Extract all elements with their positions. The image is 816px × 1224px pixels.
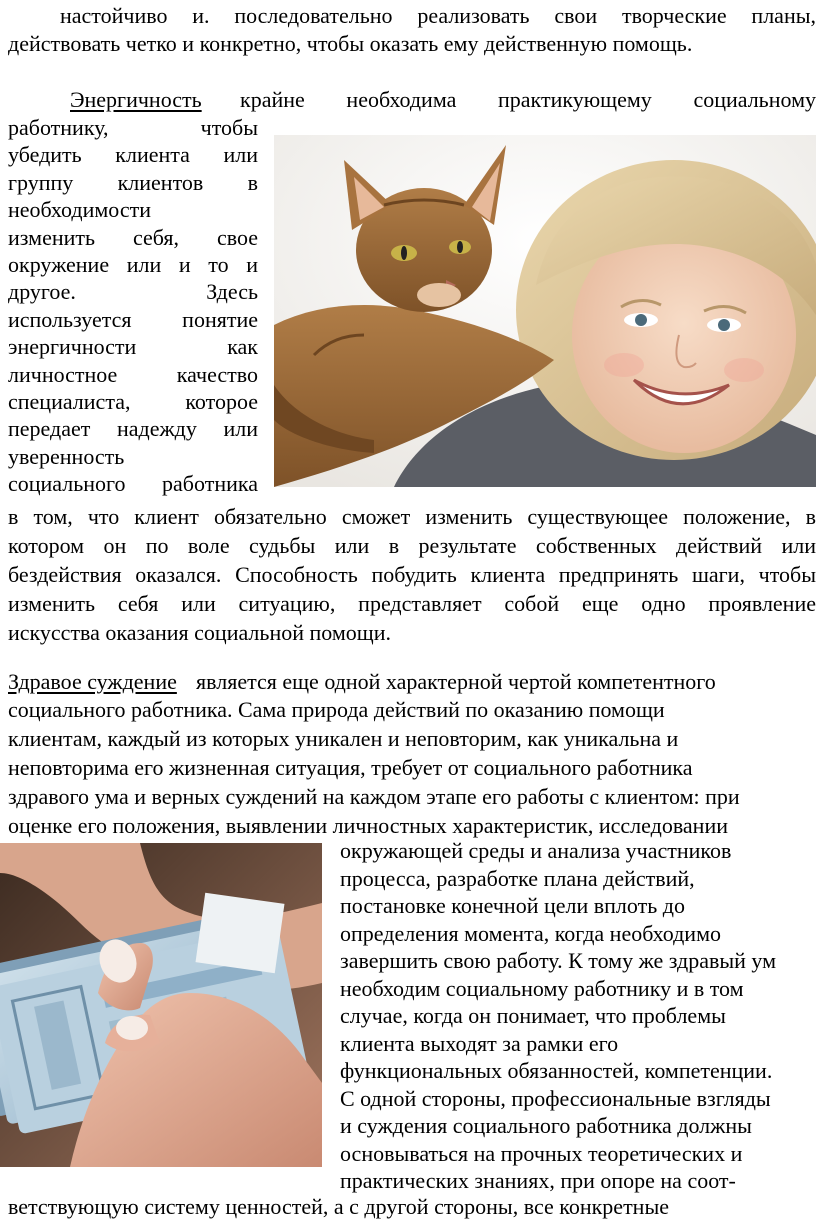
para3-full-line-2: клиентам, каждый из которых уникален и неповторим, как уникальна и <box>8 726 679 751</box>
para3-narrow-line-2: процесса, разработке плана действий, <box>340 865 695 891</box>
para3-narrow-line-4: определения момента, когда необходимо <box>340 920 721 946</box>
para2-first-line-rest: крайне необходима практикующему социальному <box>240 87 816 112</box>
para2-full-line-5: искусства оказания социальной помощи. <box>8 620 391 645</box>
para2-narrow-line-2: убедить клиента или <box>8 142 258 168</box>
sound-judgment-term-text: Здравое суждение <box>8 669 177 694</box>
energy-term <box>70 86 202 114</box>
para3-narrow-line-12: основываться на прочных теоретических и <box>340 1140 743 1166</box>
para3-narrow-line-7: случае, когда он понимает, что проблемы <box>340 1003 726 1028</box>
para3-full-line-4: здравого ума и верных суждений на каждом этапе его работы с клиентом: при <box>8 784 740 809</box>
para3-first-line-rest: является еще одной характерной чертой компетентного <box>196 669 716 694</box>
para3-narrow-line-6: необходим социальному работнику и в том <box>340 975 744 1001</box>
para2-narrow-line-9: энергичности как <box>8 334 258 360</box>
para2-narrow-line-8: используется понятие <box>8 306 258 332</box>
para3-narrow-line-11: и суждения социального работника должны <box>340 1113 752 1138</box>
para3-last-line: ветствующую систему ценностей, а с другой стороны, все конкретные <box>8 1194 669 1219</box>
para2-narrow-line-12: передает надежду или <box>8 416 258 442</box>
para2-full-line-4: изменить себя или ситуацию, представляет собой еще одно проявление <box>8 591 816 616</box>
girl-with-cat-photo <box>274 135 816 487</box>
girl-with-cat-icon <box>274 135 816 487</box>
para3-narrow-line-3: постановке конечной цели вплоть до <box>340 893 685 918</box>
money-hands-photo <box>0 843 322 1167</box>
para3-narrow-line-5: завершить свою работу. К тому же здравый ум <box>340 948 777 973</box>
hands-counting-rubles-icon <box>0 843 322 1167</box>
para3-narrow-line-1: окружающей среды и анализа участников <box>340 838 732 863</box>
para2-narrow-line-10: личностное качество <box>8 361 258 387</box>
para3-narrow-line-10: С одной стороны, профессиональные взгляды <box>340 1085 771 1111</box>
para2-narrow-line-6: окружение или и то и <box>8 252 258 277</box>
para2-narrow-line-13: уверенность <box>8 443 125 469</box>
para1-line-2: действовать четко и конкретно, чтобы оказать ему действенную помощь. <box>8 31 693 56</box>
para2-narrow-line-14: социального работника <box>8 471 258 497</box>
para2-narrow-line-7: другое. Здесь <box>8 279 258 305</box>
para2-narrow-line-11: специалиста, которое <box>8 389 258 414</box>
para3-narrow-line-8: клиента выходят за рамки его <box>340 1030 619 1056</box>
sound-judgment-term <box>8 668 177 696</box>
para2-full-line-1: в том, что клиент обязательно сможет изменить существующее положение, в <box>8 504 816 529</box>
para1-line-1: настойчиво и. последовательно реализовать свои творческие планы, <box>60 3 816 28</box>
para3-narrow-line-9: функциональных обязанностей, компетенции. <box>340 1058 773 1083</box>
para2-full-line-2: котором он по воле судьбы или в результате собственных действий или <box>8 533 816 558</box>
para3-full-line-5: оценке его положения, выявлении личностных характеристик, исследовании <box>8 813 728 838</box>
para2-full-line-3: бездействия оказался. Способность побудить клиента предпринять шаги, чтобы <box>8 562 816 587</box>
para2-narrow-line-5: изменить себя, свое <box>8 224 258 250</box>
para3-narrow-line-13: практических знаниях, при опоре на соот- <box>340 1168 736 1193</box>
para3-full-line-1: социального работника. Сама природа действий по оказанию помощи <box>8 697 665 722</box>
para2-narrow-line-4: необходимости <box>8 197 152 223</box>
para2-narrow-line-1: работнику, чтобы <box>8 115 258 140</box>
para3-full-line-3: неповторима его жизненная ситуация, требует от социального работника <box>8 755 693 780</box>
para2-narrow-line-3: группу клиентов в <box>8 169 258 195</box>
energy-term-text: Энергичность <box>70 87 202 112</box>
